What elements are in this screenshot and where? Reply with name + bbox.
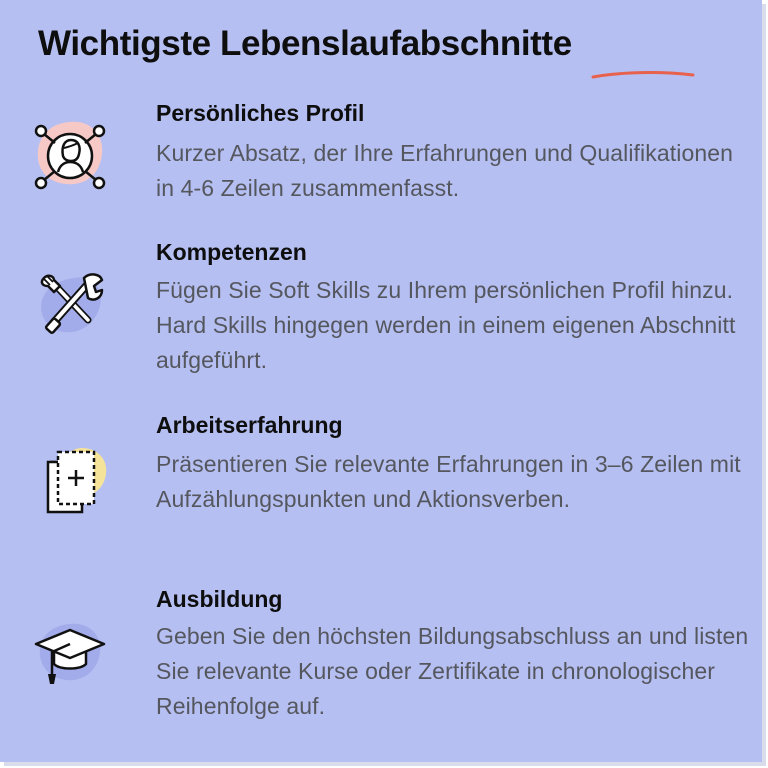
section-title: Ausbildung: [156, 586, 283, 612]
page-title: Wichtigste Lebenslaufabschnitte: [38, 24, 572, 63]
document-add-icon: [30, 440, 112, 522]
section-description: Präsentieren Sie relevante Erfahrungen in 3–6 Zeilen mit Aufzählungspunkten und Aktionsverben.: [156, 451, 741, 512]
brush-wrench-icon: [30, 264, 112, 346]
section-description: Geben Sie den höchsten Bildungsabschluss an und listen Sie relevante Kurse oder Zertifikate in chronologischer Reihenfolge auf.: [156, 623, 749, 719]
section-title: Arbeitserfahrung: [156, 412, 343, 438]
section-description: Fügen Sie Soft Skills zu Ihrem persönlichen Profil hinzu. Hard Skills hingegen werden in einem eigenen Abschnitt aufgeführt.: [156, 277, 736, 373]
section-description: Kurzer Absatz, der Ihre Erfahrungen und Qualifikationen in 4-6 Zeilen zusammenfasst.: [156, 140, 734, 201]
graduation-cap-icon: [30, 612, 112, 694]
section-title: Persönliches Profil: [156, 100, 365, 126]
person-profile-icon: [30, 114, 112, 196]
title-underline: [590, 66, 696, 82]
section-title: Kompetenzen: [156, 239, 307, 265]
